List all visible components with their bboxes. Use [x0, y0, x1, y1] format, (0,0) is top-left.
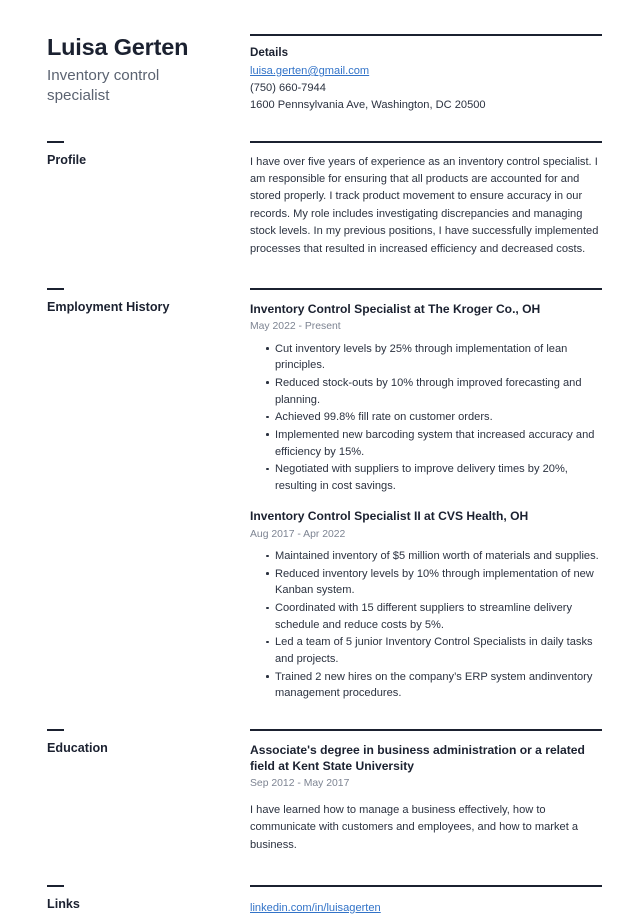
employment-sidebar	[47, 288, 250, 315]
list-item: Reduced inventory levels by 10% through implementation of new Kanban system.	[266, 566, 602, 599]
profile-section	[47, 141, 602, 258]
job-achievement-list	[250, 341, 602, 495]
list-item: Trained 2 new hires on the company’s ERP system andinventory management procedures.	[266, 669, 602, 702]
education-entry	[250, 742, 602, 854]
links-sidebar	[47, 885, 250, 912]
list-item: Reduced stock-outs by 10% through improved forecasting and planning.	[266, 375, 602, 408]
links-section	[47, 885, 602, 917]
degree-title: Associate's degree in business administration or a related field at Kent State University	[250, 742, 585, 773]
job-date-range: Aug 2017 - Apr 2022	[250, 528, 346, 540]
details-heading: Details	[250, 46, 289, 59]
sidebar-rule	[47, 729, 64, 731]
list-item: Cut inventory levels by 25% through implementation of lean principles.	[266, 341, 602, 374]
details-block	[250, 34, 602, 114]
list-item: Coordinated with 15 different suppliers to streamline delivery schedule and reduce costs by 5%.	[266, 600, 602, 633]
education-content	[250, 729, 602, 856]
section-rule	[250, 34, 602, 36]
list-item: Achieved 99.8% fill rate on customer orders.	[266, 409, 602, 426]
candidate-job-title: Inventory control specialist	[47, 67, 160, 105]
profile-content	[250, 141, 602, 258]
sidebar-rule	[47, 141, 64, 143]
employment-entry	[250, 508, 602, 701]
job-title: Inventory Control Specialist at The Kroger Co., OH	[250, 302, 541, 317]
section-rule	[250, 729, 602, 731]
links-content	[250, 885, 602, 917]
job-achievement-list	[250, 548, 602, 702]
profile-sidebar	[47, 141, 250, 168]
sidebar-rule	[47, 885, 64, 887]
list-item: Led a team of 5 junior Inventory Control Specialists in daily tasks and projects.	[266, 634, 602, 667]
section-label-education: Education	[47, 740, 108, 755]
section-label-profile: Profile	[47, 152, 87, 167]
section-label-employment: Employment History	[47, 300, 170, 315]
detail-address: 1600 Pennsylvania Ave, Washington, DC 20500	[250, 98, 486, 111]
sidebar-rule	[47, 288, 64, 290]
education-date-range: Sep 2012 - May 2017	[250, 778, 350, 790]
detail-phone: (750) 660-7944	[250, 81, 326, 94]
linkedin-link[interactable]: linkedin.com/in/luisagerten	[250, 901, 381, 914]
list-item: Negotiated with suppliers to improve delivery times by 20%, resulting in cost savings.	[266, 461, 602, 494]
employment-section	[47, 288, 602, 704]
email-link[interactable]: luisa.gerten@gmail.com	[250, 65, 370, 77]
employment-entry	[250, 301, 602, 494]
education-description: I have learned how to manage a business effectively, how to communicate with customers and employees, and how to market a business.	[250, 803, 579, 851]
education-sidebar	[47, 729, 250, 756]
section-label-links: Links	[47, 896, 80, 911]
section-rule	[250, 885, 602, 887]
section-rule	[250, 288, 602, 290]
list-item: Maintained inventory of $5 million worth of materials and supplies.	[266, 548, 602, 565]
link-row	[250, 898, 602, 917]
detail-email-row	[250, 61, 602, 80]
employment-content	[250, 288, 602, 704]
list-item: Implemented new barcoding system that increased accuracy and efficiency by 15%.	[266, 427, 602, 460]
job-title: Inventory Control Specialist II at CVS Health, OH	[250, 509, 529, 524]
candidate-name: Luisa Gerten	[47, 34, 189, 60]
header-identity	[47, 34, 250, 107]
header-section	[47, 0, 602, 114]
education-section	[47, 729, 602, 856]
profile-text: I have over five years of experience as an inventory control specialist. I am responsible for ensuring that all products are accounted for and stored properly. I track product movement to ensure accuracy in our records. My role includes investigating discrepancies and managing stock levels. In my previous positions, I have successfully implemented processes that resulted in increased efficiency and decreased costs.	[250, 155, 599, 255]
section-rule	[250, 141, 602, 143]
job-date-range: May 2022 - Present	[250, 321, 341, 333]
